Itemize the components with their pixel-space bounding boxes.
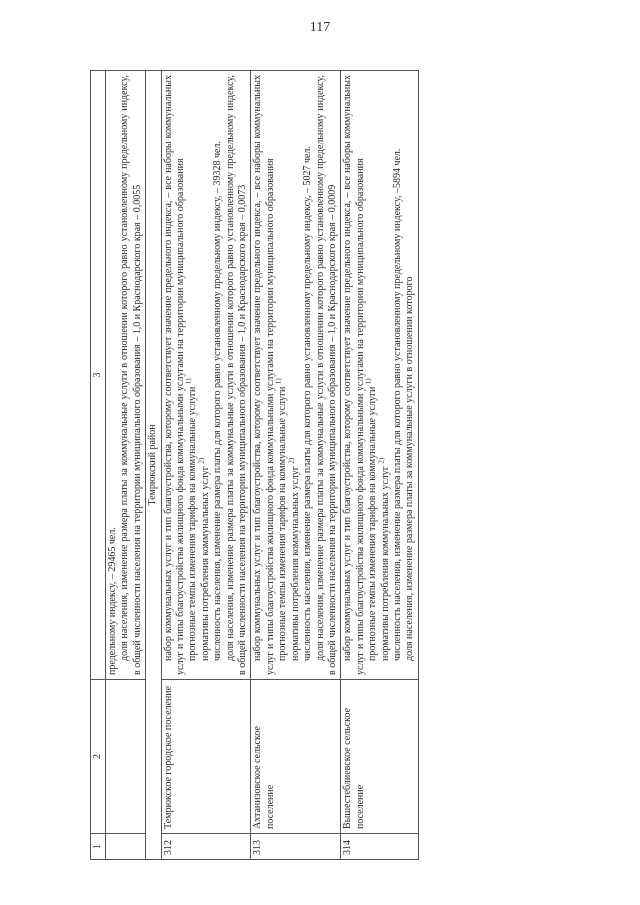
section-title: Темрюкский район: [146, 71, 161, 860]
indicator-text: численность населения, изменение размера платы для которого равно установленному предельному индексу, –5894 чел.: [391, 148, 403, 661]
continuation-text: доля населения, изменение размера платы за коммунальные услуги в отношении которого равно установленному предельному индексу, в общей численности населения на территории муниципального образования – 1,0 и Краснодарского края – 0,0055: [119, 75, 143, 675]
table-frame: [90, 70, 550, 860]
row-number: 312: [161, 834, 251, 860]
footnote-mark: 1): [274, 378, 283, 385]
indicator-text: набор коммунальных услуг и тип благоустройства, которому соответствует значение предельного индекса, – все наборы коммунальных услуг и типы благоустройства жилищного фонда коммунальными услугами на территории муниципального образования: [162, 75, 187, 675]
column-number-row: [91, 71, 106, 860]
page-number: 117: [309, 20, 331, 35]
settlement-name: Вышестеблиевское сельское поселение: [341, 680, 418, 834]
footnote-mark: 1): [364, 378, 373, 385]
section-row: [146, 71, 161, 860]
tariff-index-table: [90, 70, 419, 860]
footnote-mark: 1): [185, 378, 194, 385]
settlement-name: Темрюкское городское поселение: [161, 680, 251, 834]
settlement-name: Ахтанизовское сельское поселение: [251, 680, 341, 834]
indicator-text: прогнозные темпы изменения тарифов на коммунальные услуги: [277, 386, 289, 661]
continuation-row: [106, 71, 146, 860]
column-number-1: 1: [91, 834, 106, 860]
indicator-text: доля населения, изменение размера платы за коммунальные услуги в отношении которого: [404, 276, 416, 661]
column-number-2: 2: [91, 680, 106, 834]
indicator-text: прогнозные темпы изменения тарифов на коммунальные услуги: [367, 386, 379, 661]
rotated-sheet: [90, 70, 550, 860]
row-number: 314: [341, 834, 418, 860]
indicator-text: численность населения, изменение размера платы для которого равно установленному предельному индексу, – 5027 чел.: [302, 146, 314, 661]
table-row: [161, 71, 251, 860]
indicator-text: нормативы потребления коммунальных услуг: [289, 466, 301, 661]
indicator-text: нормативы потребления коммунальных услуг: [379, 466, 391, 661]
indicator-text: набор коммунальных услуг и тип благоустройства, которому соответствует значение предельного индекса, – все наборы коммунальных услуг и типы благоустройства жилищного фонда коммунальными услугами на территории муниципального образования: [342, 75, 366, 675]
table-row: [251, 71, 341, 860]
indicator-text: численность населения, изменение размера платы для которого равно установленному предельному индексу, – 39328 чел.: [212, 141, 224, 661]
indicator-cell: [251, 71, 341, 680]
row-number: 313: [251, 834, 341, 860]
indicator-cell: [341, 71, 418, 680]
indicator-text: доля населения, изменение размера платы за коммунальные услуги в отношении которого равно установленному предельному индексу, в общей численности населения на территории муниципального образования – 1,0 и Краснодарского края – 0,0009: [314, 75, 338, 675]
column-number-3: 3: [91, 71, 106, 680]
indicator-cell: [161, 71, 251, 680]
footnote-mark: 2): [197, 457, 206, 464]
indicator-text: нормативы потребления коммунальных услуг: [199, 466, 211, 661]
table-row: [341, 71, 418, 860]
footnote-mark: 2): [287, 457, 296, 464]
indicator-text: набор коммунальных услуг и тип благоустройства, которому соответствует значение предельного индекса, – все наборы коммунальных услуг и типы благоустройства жилищного фонда коммунальными услугами на территории муниципального образования: [252, 75, 276, 675]
indicator-text: доля населения, изменение размера платы за коммунальные услуги в отношении которого равно установленному предельному индексу, в общей численности населения на территории муниципального образования – 1,0 и Краснодарского края – 0,0073: [224, 75, 249, 675]
indicator-text: прогнозные темпы изменения тарифов на коммунальные услуги: [187, 386, 199, 661]
continuation-text: предельному индексу, – 29465 чел.: [107, 527, 118, 675]
footnote-mark: 2): [377, 457, 386, 464]
